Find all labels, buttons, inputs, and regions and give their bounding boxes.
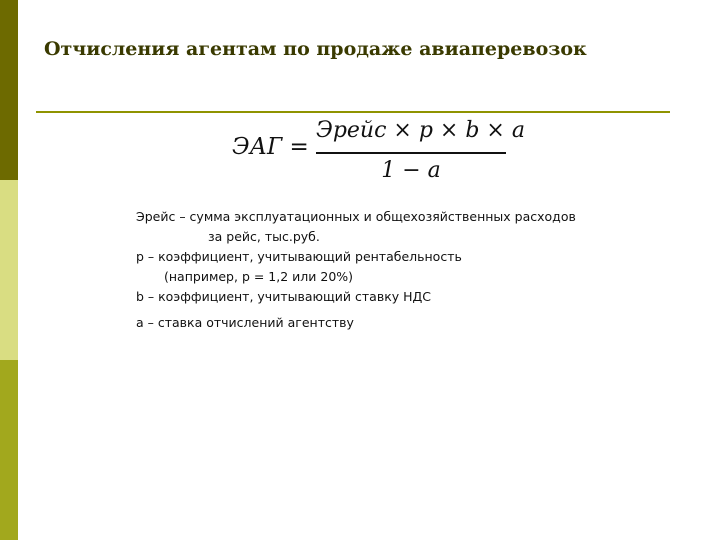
legend-line-ereys: Эрейс – сумма эксплуатационных и общехозяйственных расходов <box>136 209 576 224</box>
formula-lhs: ЭАГ = <box>232 134 309 160</box>
formula-denominator: 1 − a <box>381 158 441 183</box>
formula-numerator: Эрейс × p × b × a <box>316 118 525 143</box>
legend-line-p-example: (например, p = 1,2 или 20%) <box>164 269 354 284</box>
title-divider <box>36 111 670 113</box>
legend-line-a: a – ставка отчислений агентству <box>136 315 354 330</box>
legend-line-b: b – коэффициент, учитывающий ставку НДС <box>136 289 432 304</box>
formula <box>232 118 525 190</box>
slide-title: Отчисления агентам по продаже авиаперевозок <box>44 38 587 60</box>
sidebar-stripe-middle <box>0 180 18 360</box>
sidebar-stripe-bottom <box>0 360 18 540</box>
legend-line-p: p – коэффициент, учитывающий рентабельность <box>136 249 462 264</box>
sidebar-stripe-top <box>0 0 18 180</box>
formula-legend <box>136 207 676 333</box>
legend-line-ereys-unit: за рейс, тыс.руб. <box>208 229 320 244</box>
fraction-bar <box>316 152 506 154</box>
